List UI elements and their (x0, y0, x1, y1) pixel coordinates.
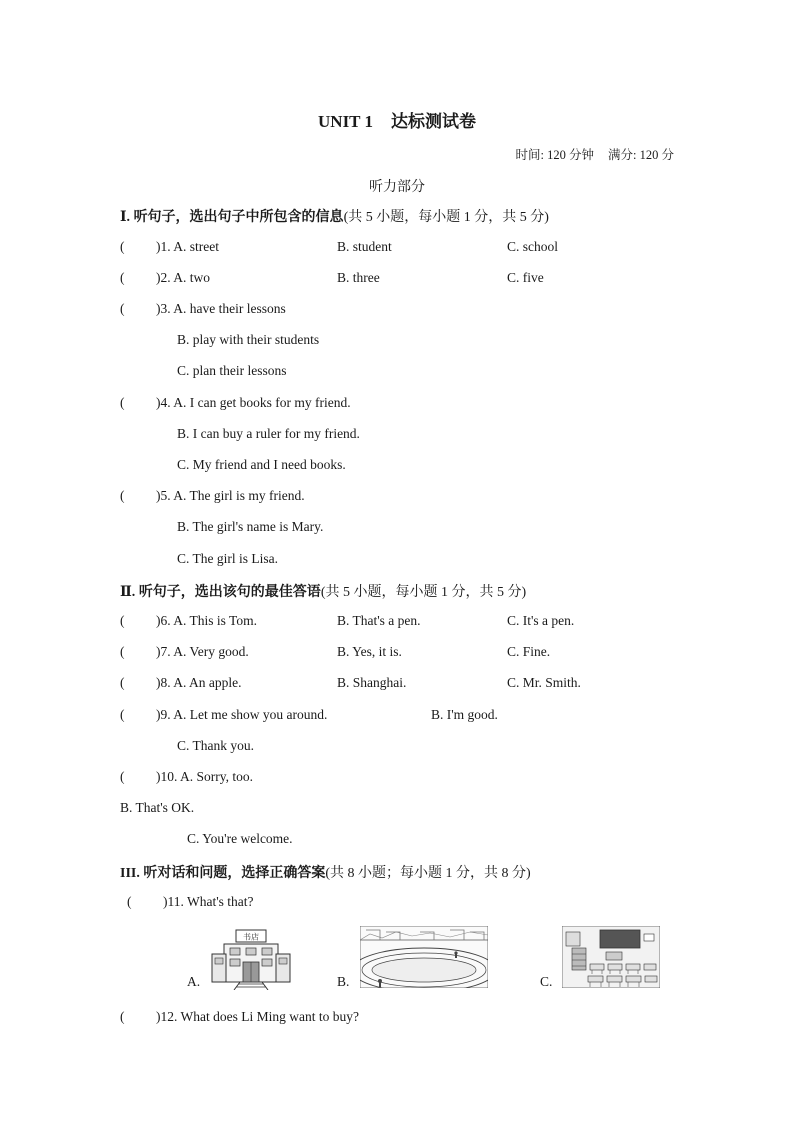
option-a: A. I can get books for my friend. (173, 395, 351, 410)
question-text: What does Li Ming want to buy? (180, 1009, 359, 1024)
full-score: 满分: 120 分 (608, 148, 674, 162)
option-b: B. play with their students (177, 332, 320, 347)
option-c-label: C. (540, 974, 553, 989)
option-b: B. That's OK. (120, 800, 195, 815)
option-b-label: B. (337, 974, 350, 989)
title-text: 达标测试卷 (390, 112, 476, 131)
option-a: A. Very good. (173, 644, 249, 659)
option-c: C. You're welcome. (187, 831, 293, 846)
question-5: ( )5. A. The girl is my friend. (120, 488, 305, 503)
unit-label: UNIT 1 (318, 112, 373, 131)
option-c: C. five (507, 270, 544, 285)
option-b: B. three (337, 270, 380, 285)
question-8: ( )8. A. An apple. (120, 675, 242, 690)
playground-picture (360, 926, 488, 988)
option-b: B. The girl's name is Mary. (177, 519, 324, 534)
question-12: ( )12. What does Li Ming want to buy? (120, 1009, 359, 1024)
question-7: ( )7. A. Very good. (120, 644, 249, 659)
section-2-heading: Ⅱ. 听句子，选出该句的最佳答语(共 5 小题，每小题 1 分，共 5 分) (120, 585, 527, 600)
store-sign-text: 书店 (243, 932, 259, 942)
option-a: A. Let me show you around. (173, 707, 328, 722)
option-a: A. This is Tom. (173, 613, 257, 628)
option-a: A. street (173, 239, 219, 254)
option-a: A. The girl is my friend. (173, 488, 305, 503)
part-heading: 听力部分 (369, 180, 425, 195)
option-a-label: A. (187, 974, 201, 989)
option-c: C. Fine. (507, 644, 551, 659)
question-3: ( )3. A. have their lessons (120, 301, 286, 316)
option-b: B. student (337, 239, 392, 254)
question-text: What's that? (187, 894, 254, 909)
option-c: C. It's a pen. (507, 613, 575, 628)
option-b: B. That's a pen. (337, 613, 421, 628)
page-title (0, 107, 794, 132)
option-b: B. Shanghai. (337, 675, 407, 690)
option-c: C. My friend and I need books. (177, 457, 346, 472)
option-b: B. I'm good. (431, 707, 498, 722)
bookstore-picture (210, 926, 292, 990)
section-1-heading: Ⅰ. 听句子，选出句子中所包含的信息(共 5 小题，每小题 1 分，共 5 分) (120, 210, 549, 225)
option-c: C. Thank you. (177, 738, 254, 753)
option-a: A. Sorry, too. (180, 769, 254, 784)
question-6: ( )6. A. This is Tom. (120, 613, 257, 628)
option-a: A. An apple. (173, 675, 242, 690)
option-c: C. The girl is Lisa. (177, 551, 278, 566)
option-c: C. school (507, 239, 559, 254)
option-a: A. have their lessons (173, 301, 286, 316)
question-2: ( )2. A. two (120, 270, 211, 285)
question-1: ( )1. A. street (120, 239, 219, 254)
question-10: ( )10. A. Sorry, too. (120, 769, 254, 784)
question-11: ( )11. What's that? (127, 894, 254, 909)
question-4: ( )4. A. I can get books for my friend. (120, 395, 351, 410)
option-b: B. Yes, it is. (337, 644, 402, 659)
time-limit: 时间: 120 分钟 (515, 148, 595, 162)
option-b: B. I can buy a ruler for my friend. (177, 426, 360, 441)
option-a: A. two (173, 270, 211, 285)
classroom-picture (562, 926, 660, 988)
question-9: ( )9. A. Let me show you around. (120, 707, 328, 722)
section-3-heading: III. 听对话和问题，选择正确答案(共 8 小题；每小题 1 分，共 8 分) (120, 866, 531, 881)
exam-meta (516, 145, 674, 163)
option-c: C. plan their lessons (177, 363, 287, 378)
option-c: C. Mr. Smith. (507, 675, 581, 690)
